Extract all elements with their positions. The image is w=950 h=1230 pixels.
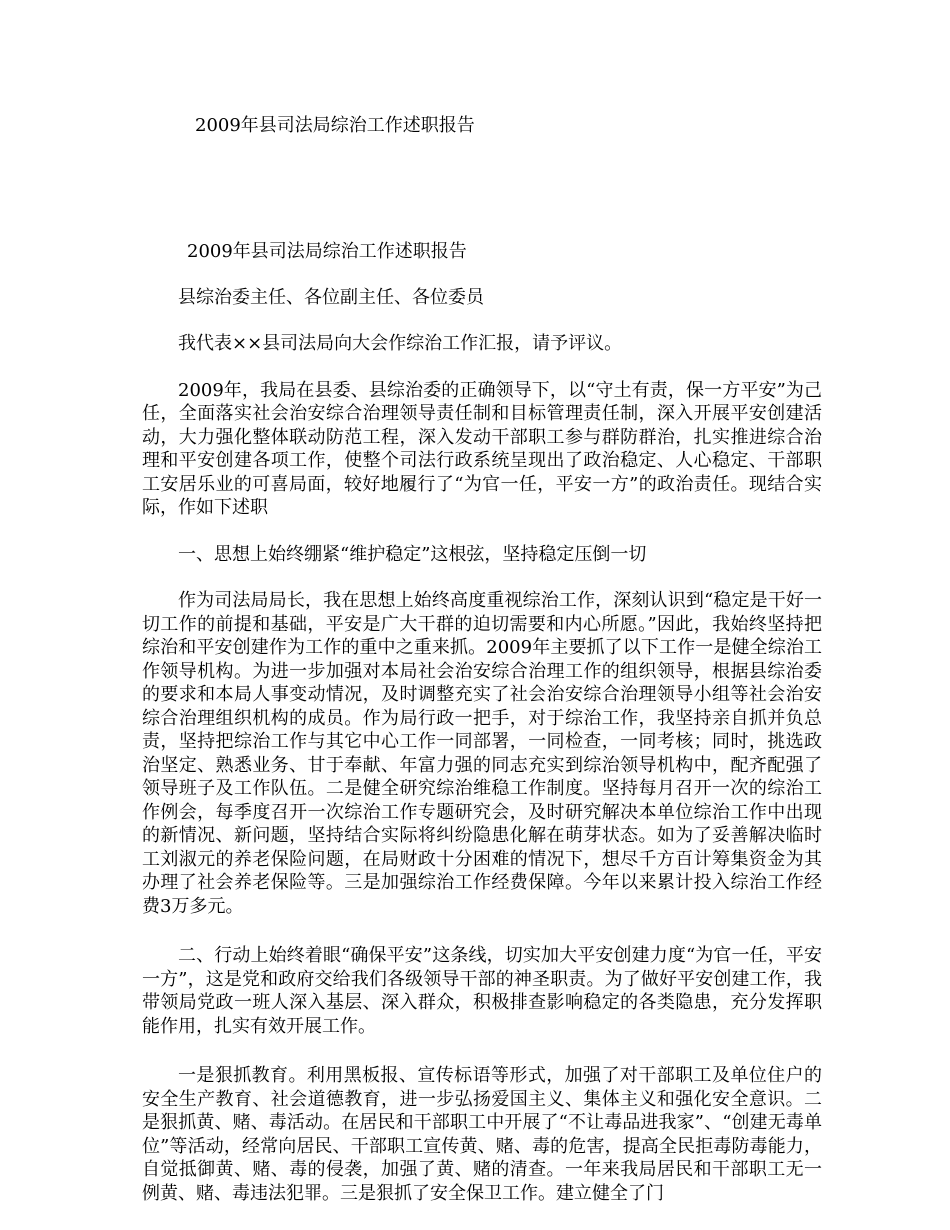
document-title: 2009年县司法局综治工作述职报告 [187, 241, 467, 262]
section-heading-1: 一、思想上始终绷紧“维护稳定”这根弦，坚持稳定压倒一切 [178, 543, 647, 565]
salutation: 县综治委主任、各位副主任、各位委员 [178, 286, 484, 308]
section-heading-2: 二、行动上始终着眼“确保平安”这条线，切实加大平安创建力度“为官一任，平安一方”，这是党和政府交给我们各级领导干部的神圣职责。为了做好平安创建工作，我带领局党政一班人深入基层、深入群众，积极排查影响稳定的各类隐患，充分发挥职能作用，扎实有效开展工作。 [142, 945, 822, 1037]
document-header-title: 2009年县司法局综治工作述职报告 [195, 115, 475, 136]
intro-paragraph: 我代表××县司法局向大会作综治工作汇报，请予评议。 [178, 333, 623, 354]
document-body [142, 240, 822, 1228]
paragraph-section-2: 一是狠抓教育。利用黑板报、宣传标语等形式，加强了对干部职工及单位住户的安全生产教育、社会道德教育，进一步弘扬爱国主义、集体主义和强化安全意识。二是狠抓黄、赌、毒活动。在居民和干部职工中开展了“不让毒品进我家”、“创建无毒单位”等活动，经常向居民、干部职工宣传黄、赌、毒的危害，提高全民拒毒防毒能力，自觉抵御黄、赌、毒的侵袭，加强了黄、赌的清查。一年来我局居民和干部职工无一例黄、赌、毒违法犯罪。三是狠抓了安全保卫工作。建立健全了门 [142, 1065, 822, 1204]
paragraph-section-1: 作为司法局局长，我在思想上始终高度重视综治工作，深刻认识到“稳定是干好一切工作的前提和基础，平安是广大干群的迫切需要和内心所愿。”因此，我始终坚持把综治和平安创建作为工作的重中之重来抓。2009年主要抓了以下工作一是健全综治工作领导机构。为进一步加强对本局社会治安综合治理工作的组织领导，根据县综治委的要求和本局人事变动情况，及时调整充实了社会治安综合治理领导小组等社会治安综合治理组织机构的成员。作为局行政一把手，对于综治工作，我坚持亲自抓并负总责，坚持把综治工作与其它中心工作一同部署，一同检查，一同考核；同时，挑选政治坚定、熟悉业务、甘于奉献、年富力强的同志充实到综治领导机构中，配齐配强了领导班子及工作队伍。二是健全研究综治维稳工作制度。坚持每月召开一次的综治工作例会，每季度召开一次综治工作专题研究会，及时研究解决本单位综治工作中出现的新情况、新问题，坚持结合实际将纠纷隐患化解在萌芽状态。如为了妥善解决临时工刘淑元的养老保险问题，在局财政十分困难的情况下，想尽千方百计筹集资金为其办理了社会养老保险等。三是加强综治工作经费保障。今年以来累计投入综治工作经费3万多元。 [142, 590, 822, 917]
paragraph-overview: 2009年，我局在县委、县综治委的正确领导下，以“守土有责，保一方平安”为己任，全面落实社会治安综合治理领导责任制和目标管理责任制，深入开展平安创建活动，大力强化整体联动防范工程，深入发动干部职工参与群防群治，扎实推进综合治理和平安创建各项工作，使整个司法行政系统呈现出了政治稳定、人心稳定、干部职工安居乐业的可喜局面，较好地履行了“为官一任，平安一方”的政治责任。现结合实际，作如下述职 [142, 379, 822, 518]
